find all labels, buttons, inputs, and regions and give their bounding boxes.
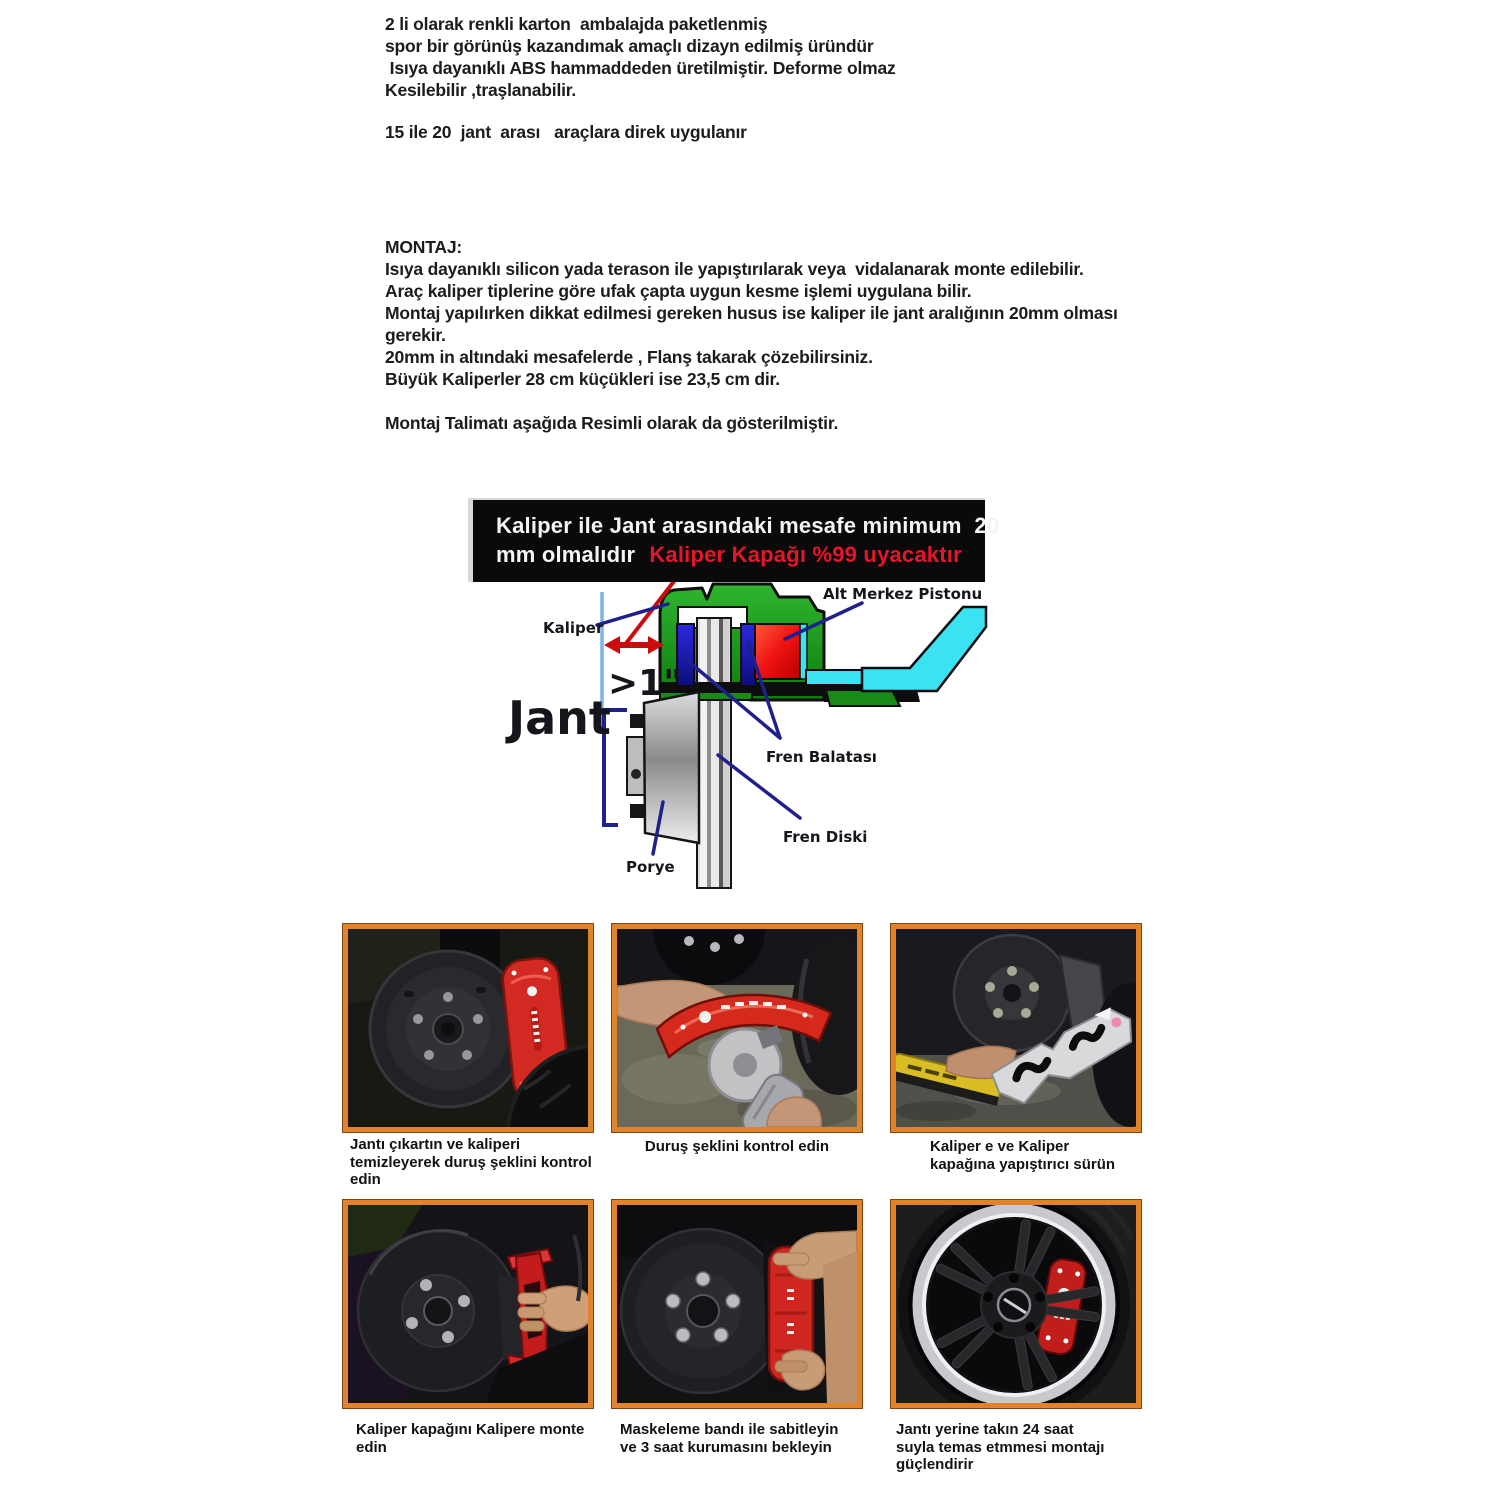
hub (627, 692, 699, 843)
caliper-foot (826, 690, 900, 706)
brake-line-arm (862, 607, 986, 691)
porye-label: Porye (626, 858, 675, 876)
step-photo-3 (891, 924, 1141, 1132)
intro-line: Kesilebilir ,traşlanabilir. (385, 80, 577, 100)
alt-merkez-pistonu-label: Alt Merkez Pistonu (823, 585, 983, 603)
fitment-line: 15 ile 20 jant arası araçlara direk uygulanır (385, 122, 747, 142)
step-photo-6 (891, 1200, 1141, 1408)
montaj-line: Büyük Kaliperler 28 cm küçükleri ise 23,5 cm dir. (385, 369, 780, 389)
step-caption-3: Kaliper e ve Kaliper kapağına yapıştırıcı sürün (930, 1138, 1116, 1173)
banner-red-part: Kaliper Kapağı %99 uyacaktır (649, 542, 962, 567)
montaj-line: Montaj yapılırken dikkat edilmesi gereken husus ise kaliper ile jant aralığının 20mm olması (385, 303, 1118, 323)
disc-through-bridge (697, 618, 731, 690)
brake-disc (954, 935, 1070, 1051)
intro-line: 2 li olarak renkli karton ambalajda paketlenmiş (385, 14, 768, 34)
distance-warning-banner (468, 498, 1000, 582)
photo5-scene (617, 1205, 857, 1403)
brake-line-channel (806, 670, 868, 685)
brake-disc (621, 1229, 785, 1393)
photo3-scene (896, 929, 1136, 1127)
intro-text (385, 13, 896, 101)
montaj-line: gerekir. (385, 325, 446, 345)
step-caption-4: Kaliper kapağını Kalipere monte edin (356, 1421, 585, 1456)
step-photo-1 (343, 924, 593, 1132)
montaj-section (385, 236, 1118, 390)
photo4-scene (348, 1205, 588, 1403)
photo1-scene (348, 929, 588, 1127)
step-caption-5: Maskeleme bandı ile sabitleyin ve 3 saat kurumasını bekleyin (620, 1421, 839, 1456)
piston (755, 624, 801, 679)
center-hub (981, 1272, 1047, 1338)
step-caption-1: Jantı çıkartın ve kaliperi temizleyerek duruş şeklini kontrol edin (350, 1136, 592, 1188)
photo2-scene (617, 929, 857, 1127)
montaj-line: Isıya dayanıklı silicon yada terason ile yapıştırılarak veya vidalanarak monte edilebilir. (385, 259, 1084, 279)
intro-line: Isıya dayanıklı ABS hammaddeden üretilmiştir. Deforme olmaz (385, 58, 896, 78)
step-photo-4 (343, 1200, 593, 1408)
banner-line1: Kaliper ile Jant arasındaki mesafe minimum 20 (496, 513, 1000, 538)
jant-label: Jant (508, 691, 611, 745)
montaj-line: Araç kaliper tiplerine göre ufak çapta uygun kesme işlemi uygulana bilir. (385, 281, 972, 301)
step-caption-6: Jantı yerine takın 24 saat suyla temas etmmesi montajı güçlendirir (896, 1421, 1105, 1473)
step-photo-5 (612, 1200, 862, 1408)
fren-diski-label: Fren Diski (783, 828, 868, 846)
banner-white-part: mm olmalıdır (496, 542, 636, 567)
fren-balatasi-label: Fren Balatası (766, 748, 877, 766)
step-caption-2: Duruş şeklini kontrol edin (644, 1138, 830, 1155)
montaj-heading: MONTAJ: (385, 237, 463, 257)
montaj-line: 20mm in altındaki mesafelerde , Flanş takarak çözebilirsiniz. (385, 347, 873, 367)
banner-line2 (496, 540, 985, 569)
brake-disc (358, 1231, 518, 1391)
kaliper-label: Kaliper (543, 619, 604, 637)
caliper-cross-section-diagram (450, 582, 1010, 915)
step-photo-2 (612, 924, 862, 1132)
intro-line: spor bir görünüş kazandımak amaçlı dizayn edilmiş üründür (385, 36, 874, 56)
montaj-footer: Montaj Talimatı aşağıda Resimli olarak da gösterilmiştir. (385, 413, 839, 433)
photo6-scene (896, 1205, 1136, 1403)
gap-dimension-label: >1" (608, 663, 682, 704)
